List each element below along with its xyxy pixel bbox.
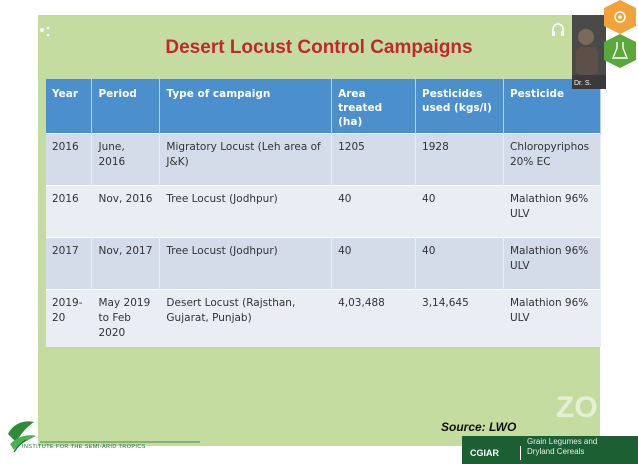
header-pesticides-used: Pesticides used (kgs/l) bbox=[416, 79, 504, 134]
table-row bbox=[46, 290, 601, 348]
table-row bbox=[46, 134, 601, 186]
participant-video-tile[interactable] bbox=[572, 15, 606, 89]
cell-period: Nov, 2016 bbox=[92, 186, 160, 238]
cell-type: Tree Locust (Jodhpur) bbox=[160, 238, 332, 290]
banner-divider bbox=[520, 446, 521, 460]
headphones-icon[interactable] bbox=[550, 21, 566, 39]
cell-period: May 2019 to Feb 2020 bbox=[92, 290, 160, 348]
cell-year: 2016 bbox=[46, 134, 92, 186]
cell-area: 1205 bbox=[332, 134, 416, 186]
shared-slide bbox=[38, 15, 600, 446]
cell-area: 4,03,488 bbox=[332, 290, 416, 348]
participant-silhouette bbox=[572, 15, 606, 75]
source-note: Source: LWO bbox=[441, 420, 517, 434]
table-row bbox=[46, 238, 601, 290]
hex-icon-panel bbox=[602, 0, 638, 70]
institute-text: INSTITUTE FOR THE SEMI-ARID TROPICS bbox=[22, 444, 146, 450]
icrisat-leaf-logo bbox=[0, 414, 220, 464]
cell-pesticides-used: 40 bbox=[416, 238, 504, 290]
cgiar-label: CGIAR bbox=[470, 448, 499, 458]
header-pesticide: Pesticide bbox=[503, 79, 600, 134]
campaign-table bbox=[46, 79, 601, 347]
cell-period: Nov, 2017 bbox=[92, 238, 160, 290]
table-row bbox=[46, 186, 601, 238]
meeting-dots-icon[interactable] bbox=[38, 25, 52, 39]
cell-year: 2017 bbox=[46, 238, 92, 290]
header-period: Period bbox=[92, 79, 160, 134]
cell-type: Migratory Locust (Leh area of J&K) bbox=[160, 134, 332, 186]
cell-pesticides-used: 3,14,645 bbox=[416, 290, 504, 348]
cell-year: 2016 bbox=[46, 186, 92, 238]
cell-pesticide: Malathion 96% ULV bbox=[503, 238, 600, 290]
cell-area: 40 bbox=[332, 238, 416, 290]
cell-area: 40 bbox=[332, 186, 416, 238]
zoom-watermark: ZO bbox=[556, 391, 598, 424]
cell-pesticide: Malathion 96% ULV bbox=[503, 186, 600, 238]
program-line-1: Grain Legumes and bbox=[527, 437, 598, 446]
header-area: Area treated (ha) bbox=[332, 79, 416, 134]
cell-pesticides-used: 1928 bbox=[416, 134, 504, 186]
slide-title: Desert Locust Control Campaigns bbox=[165, 37, 473, 58]
cell-pesticide: Chloropyriphos 20% EC bbox=[503, 134, 600, 186]
header-type: Type of campaign bbox=[160, 79, 332, 134]
participant-name: Dr. S. bbox=[574, 80, 592, 87]
cell-pesticides-used: 40 bbox=[416, 186, 504, 238]
cell-year: 2019-20 bbox=[46, 290, 92, 348]
cell-pesticide: Malathion 96% ULV bbox=[503, 290, 600, 348]
cell-type: Tree Locust (Jodhpur) bbox=[160, 186, 332, 238]
header-year: Year bbox=[46, 79, 92, 134]
program-name bbox=[527, 437, 597, 457]
cgiar-banner bbox=[462, 436, 638, 464]
table-header-row bbox=[46, 79, 601, 134]
cell-period: June, 2016 bbox=[92, 134, 160, 186]
program-line-2: Dryland Cereals bbox=[527, 447, 585, 456]
cell-type: Desert Locust (Rajsthan, Gujarat, Punjab) bbox=[160, 290, 332, 348]
